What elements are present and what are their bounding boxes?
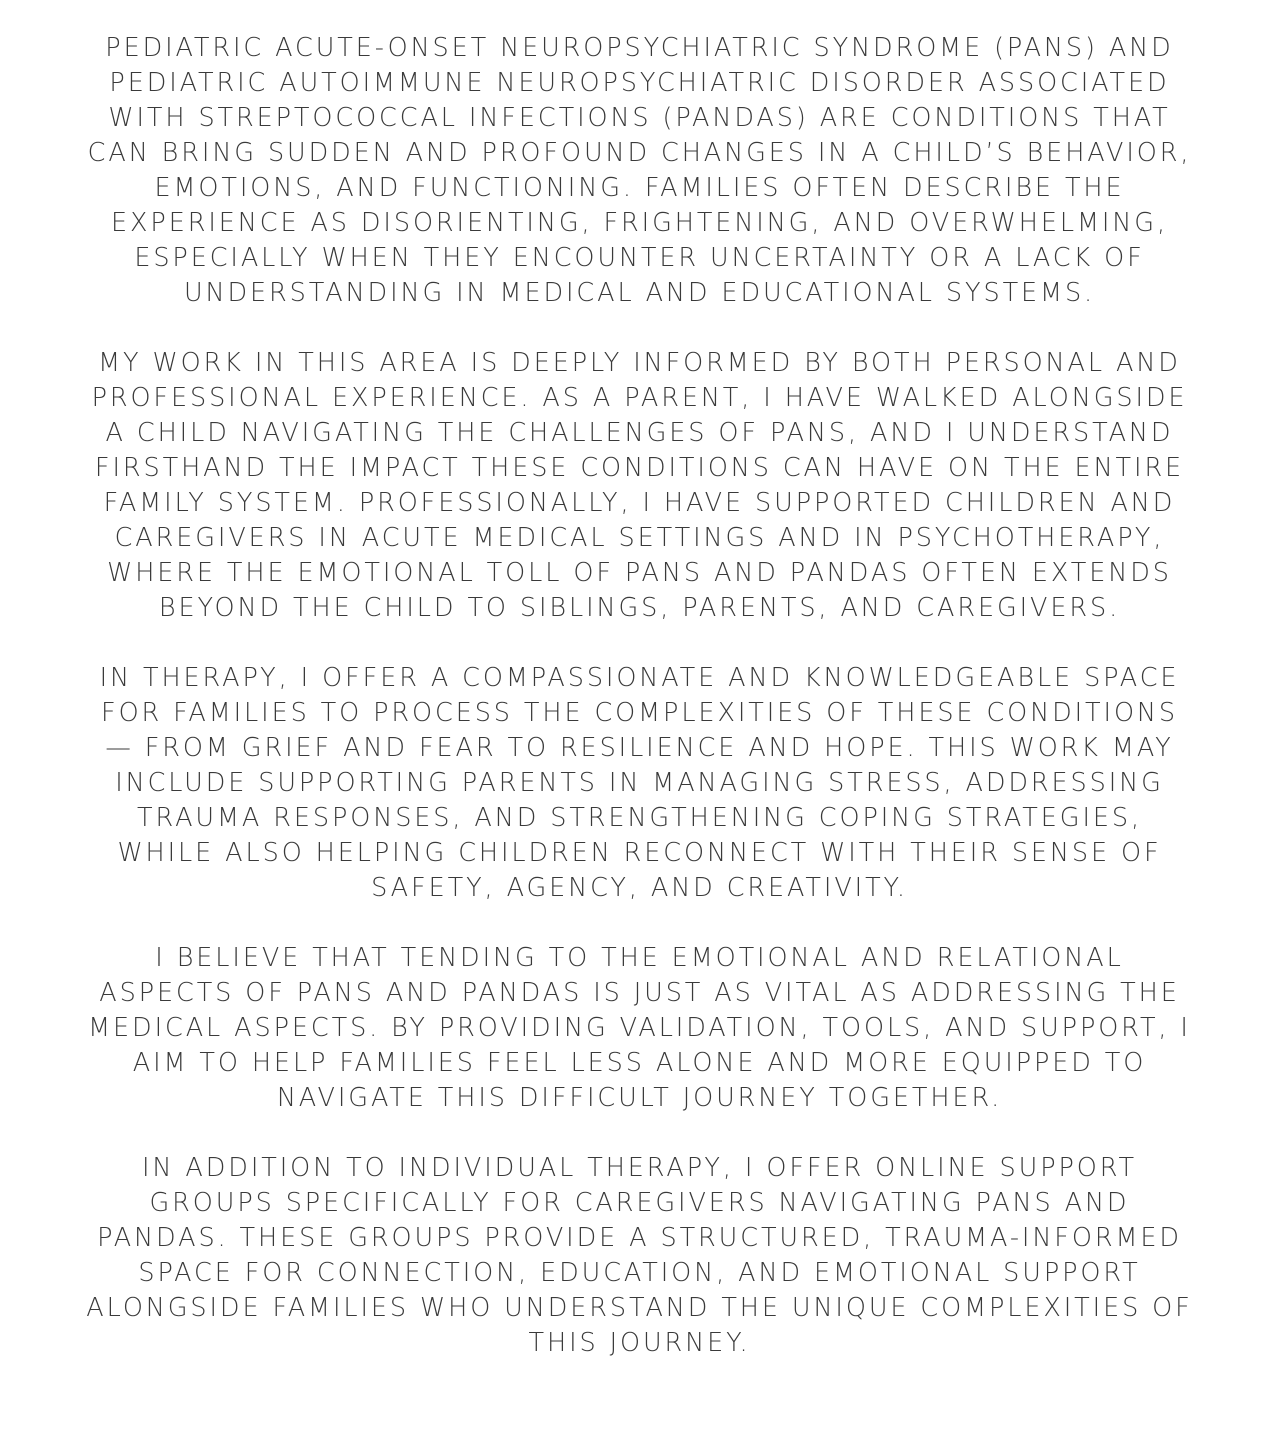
paragraph-support-groups: IN ADDITION TO INDIVIDUAL THERAPY, I OFFER ONLINE SUPPORT GROUPS SPECIFICALLY FOR CAREGIVERS NAVIGATING PANS AND PANDAS. THESE GROUPS PROVIDE A STRUCTURED, TRAUMA-INFORMED SPACE FOR CONNECTION, EDUCATION, AND EMOTIONAL SUPPORT ALONGSIDE FAMILIES WHO UNDERSTAND THE UNIQUE COMPLEXITIES OF THIS JOURNEY.	[86, 1153, 1193, 1358]
paragraph-therapy-approach: IN THERAPY, I OFFER A COMPASSIONATE AND KNOWLEDGEABLE SPACE FOR FAMILIES TO PROCESS THE COMPLEXITIES OF THESE CONDITIONS — FROM GRIEF AND FEAR TO RESILIENCE AND HOPE. THIS WORK MAY INCLUDE SUPPORTING PARENTS IN MANAGING STRESS, ADDRESSING TRAUMA RESPONSES, AND STRENGTHENING COPING STRATEGIES, WHILE ALSO HELPING CHILDREN RECONNECT WITH THEIR SENSE OF SAFETY, AGENCY, AND CREATIVITY.	[99, 663, 1180, 903]
paragraph-beliefs: I BELIEVE THAT TENDING TO THE EMOTIONAL AND RELATIONAL ASPECTS OF PANS AND PANDAS IS JUST AS VITAL AS ADDRESSING THE MEDICAL ASPECTS. BY PROVIDING VALIDATION, TOOLS, AND SUPPORT, I AIM TO HELP FAMILIES FEEL LESS ALONE AND MORE EQUIPPED TO NAVIGATE THIS DIFFICULT JOURNEY TOGETHER.	[88, 943, 1191, 1113]
paragraph-pans-pandas-intro: PEDIATRIC ACUTE-ONSET NEUROPSYCHIATRIC SYNDROME (PANS) AND PEDIATRIC AUTOIMMUNE NEUROPSYCHIATRIC DISORDER ASSOCIATED WITH STREPTOCOCCAL INFECTIONS (PANDAS) ARE CONDITIONS THAT CAN BRING SUDDEN AND PROFOUND CHANGES IN A CHILD’S BEHAVIOR, EMOTIONS, AND FUNCTIONING. FAMILIES OFTEN DESCRIBE THE EXPERIENCE AS DISORIENTING, FRIGHTENING, AND OVERWHELMING, ESPECIALLY WHEN THEY ENCOUNTER UNCERTAINTY OR A LACK OF UNDERSTANDING IN MEDICAL AND EDUCATIONAL SYSTEMS.	[87, 33, 1192, 308]
paragraph-personal-professional-experience: MY WORK IN THIS AREA IS DEEPLY INFORMED BY BOTH PERSONAL AND PROFESSIONAL EXPERIENCE. AS A PARENT, I HAVE WALKED ALONGSIDE A CHILD NAVIGATING THE CHALLENGES OF PANS, AND I UNDERSTAND FIRSTHAND THE IMPACT THESE CONDITIONS CAN HAVE ON THE ENTIRE FAMILY SYSTEM. PROFESSIONALLY, I HAVE SUPPORTED CHILDREN AND CAREGIVERS IN ACUTE MEDICAL SETTINGS AND IN PSYCHOTHERAPY, WHERE THE EMOTIONAL TOLL OF PANS AND PANDAS OFTEN EXTENDS BEYOND THE CHILD TO SIBLINGS, PARENTS, AND CAREGIVERS.	[91, 348, 1188, 623]
